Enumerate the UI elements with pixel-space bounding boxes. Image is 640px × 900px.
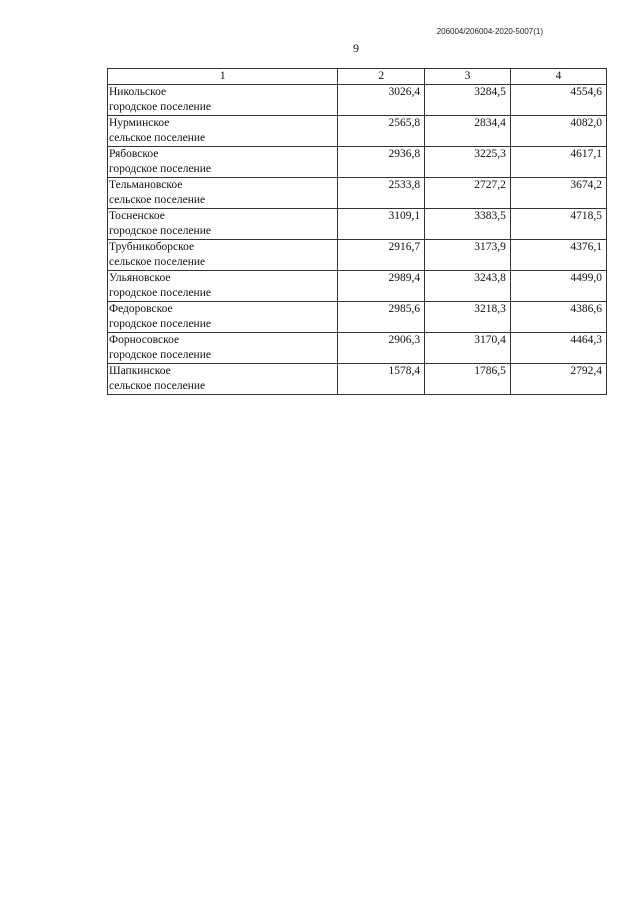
- settlement-name: Тельмановское: [109, 179, 183, 191]
- settlement-name: Шапкинское: [109, 365, 171, 377]
- settlement-type: городское поселение: [109, 225, 211, 237]
- value-col-2: 2936,8: [338, 147, 425, 178]
- settlement-name: Рябовское: [109, 148, 159, 160]
- value-col-4: 4082,0: [510, 116, 606, 147]
- value-col-4: 4386,6: [510, 302, 606, 333]
- table-row: [108, 209, 607, 240]
- settlement-name-cell: [108, 178, 338, 209]
- settlement-type: сельское поселение: [109, 194, 206, 206]
- value-col-2: 1578,4: [338, 364, 425, 395]
- column-header-4: 4: [510, 69, 606, 85]
- settlement-name-cell: [108, 333, 338, 364]
- value-col-4: 3674,2: [510, 178, 606, 209]
- value-col-3: 3383,5: [425, 209, 511, 240]
- data-table: [107, 68, 607, 395]
- settlement-type: сельское поселение: [109, 380, 206, 392]
- settlement-name: Форносовское: [109, 334, 180, 346]
- settlement-type: городское поселение: [109, 101, 211, 113]
- value-col-2: 2565,8: [338, 116, 425, 147]
- value-col-4: 4617,1: [510, 147, 606, 178]
- value-col-4: 4499,0: [510, 271, 606, 302]
- value-col-3: 1786,5: [425, 364, 511, 395]
- value-col-2: 3026,4: [338, 85, 425, 116]
- value-col-3: 3284,5: [425, 85, 511, 116]
- settlement-name: Ульяновское: [109, 272, 171, 284]
- table-row: [108, 85, 607, 116]
- table-row: [108, 147, 607, 178]
- table-row: [108, 333, 607, 364]
- value-col-4: 4718,5: [510, 209, 606, 240]
- settlement-name: Федоровское: [109, 303, 173, 315]
- settlement-type: городское поселение: [109, 349, 211, 361]
- settlement-name-cell: [108, 209, 338, 240]
- value-col-2: 2985,6: [338, 302, 425, 333]
- table-row: [108, 116, 607, 147]
- table-row: [108, 302, 607, 333]
- settlement-type: городское поселение: [109, 163, 211, 175]
- value-col-2: 2916,7: [338, 240, 425, 271]
- settlement-name-cell: [108, 271, 338, 302]
- value-col-4: 4464,3: [510, 333, 606, 364]
- document-id: 206004/206004-2020-5007(1): [436, 27, 543, 36]
- settlement-name: Тосненское: [109, 210, 165, 222]
- settlement-type: сельское поселение: [109, 256, 206, 268]
- value-col-2: 2533,8: [338, 178, 425, 209]
- table-row: [108, 240, 607, 271]
- column-header-3: 3: [425, 69, 511, 85]
- value-col-3: 3170,4: [425, 333, 511, 364]
- header-row: [108, 69, 607, 85]
- column-header-1: 1: [108, 69, 338, 85]
- settlement-name-cell: [108, 240, 338, 271]
- settlement-name-cell: [108, 147, 338, 178]
- value-col-3: 3225,3: [425, 147, 511, 178]
- page-number: 9: [353, 41, 359, 55]
- settlement-name-cell: [108, 302, 338, 333]
- table-row: [108, 271, 607, 302]
- settlement-name-cell: [108, 364, 338, 395]
- settlement-name-cell: [108, 85, 338, 116]
- value-col-3: 3243,8: [425, 271, 511, 302]
- value-col-2: 2906,3: [338, 333, 425, 364]
- settlement-name: Нурминское: [109, 117, 170, 129]
- settlement-name: Трубникоборское: [109, 241, 195, 253]
- settlement-name: Никольское: [109, 86, 167, 98]
- table-row: [108, 364, 607, 395]
- column-header-2: 2: [338, 69, 425, 85]
- value-col-4: 4554,6: [510, 85, 606, 116]
- settlement-type: городское поселение: [109, 287, 211, 299]
- value-col-4: 4376,1: [510, 240, 606, 271]
- value-col-3: 3173,9: [425, 240, 511, 271]
- value-col-3: 3218,3: [425, 302, 511, 333]
- settlement-type: городское поселение: [109, 318, 211, 330]
- value-col-2: 2989,4: [338, 271, 425, 302]
- value-col-2: 3109,1: [338, 209, 425, 240]
- value-col-3: 2727,2: [425, 178, 511, 209]
- settlement-type: сельское поселение: [109, 132, 206, 144]
- value-col-4: 2792,4: [510, 364, 606, 395]
- settlement-name-cell: [108, 116, 338, 147]
- value-col-3: 2834,4: [425, 116, 511, 147]
- table-row: [108, 178, 607, 209]
